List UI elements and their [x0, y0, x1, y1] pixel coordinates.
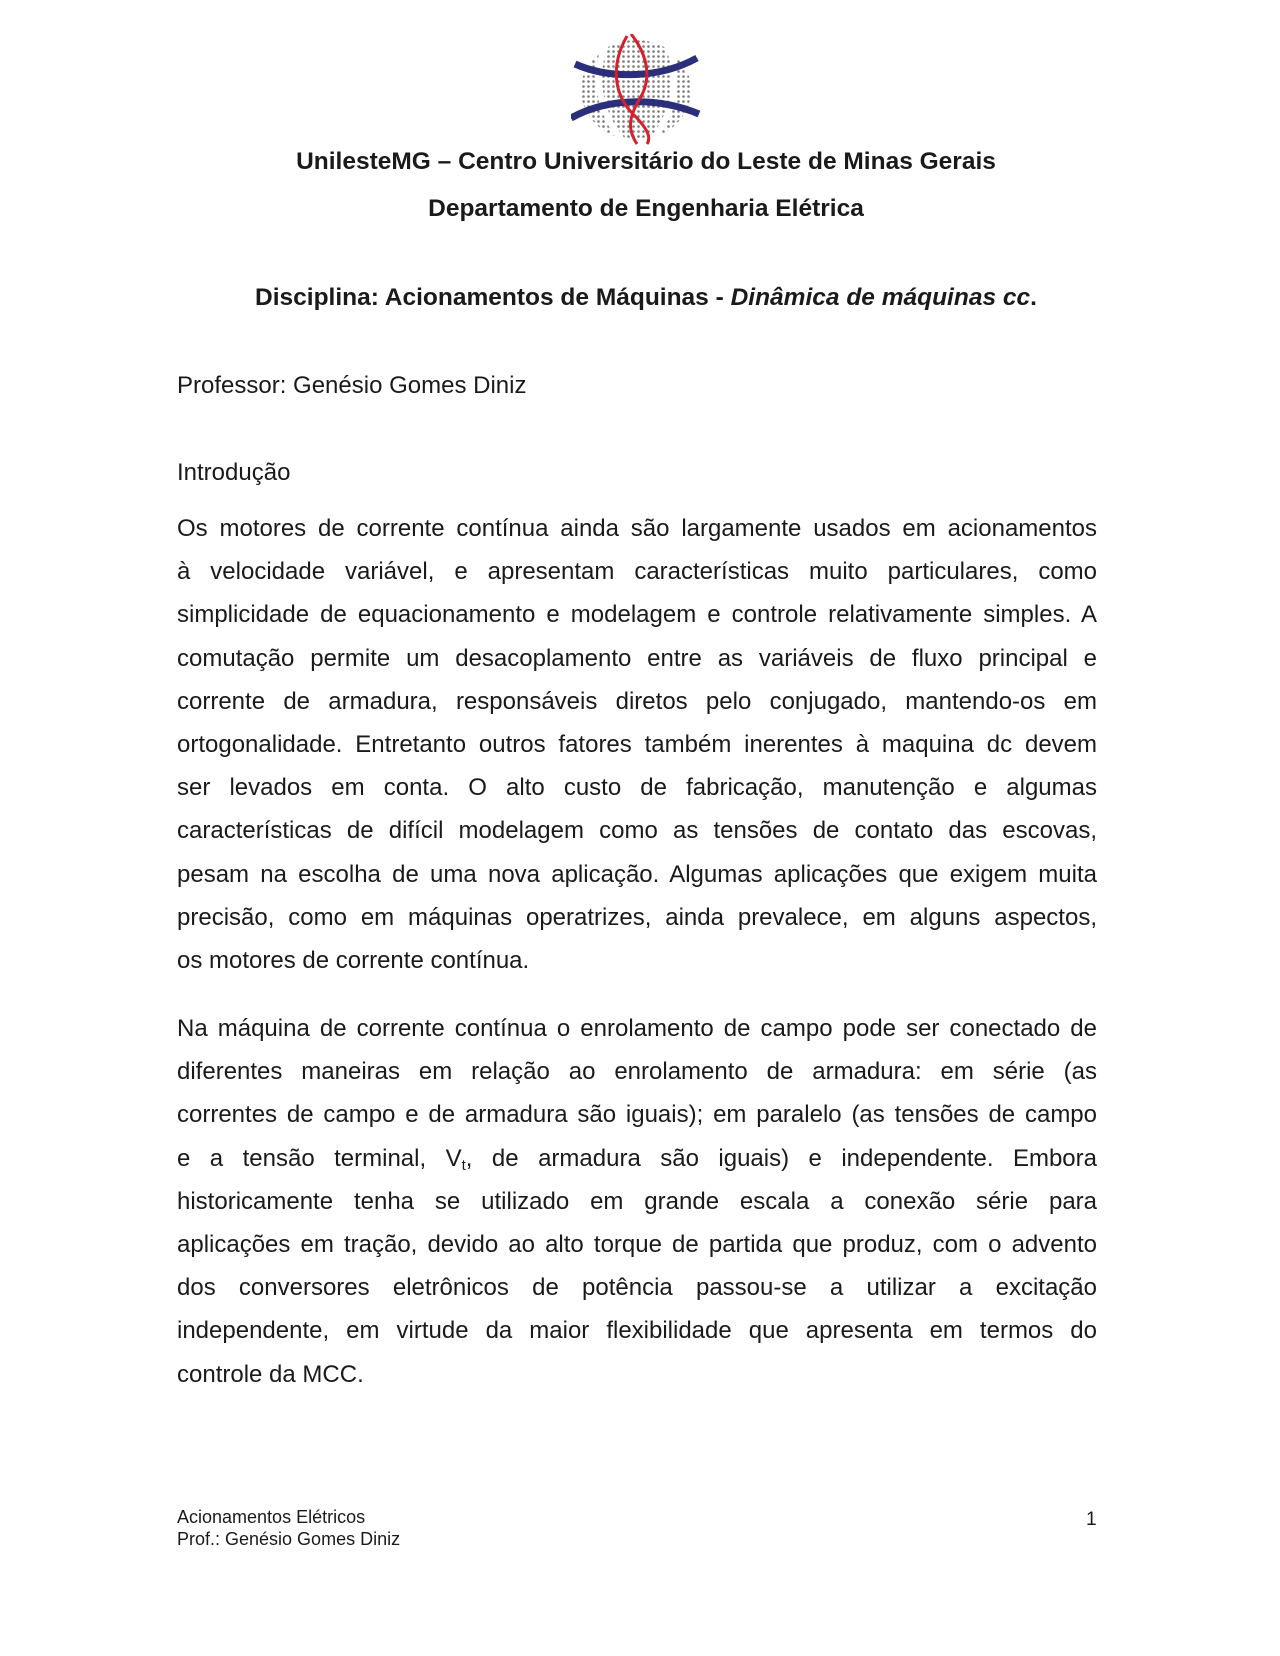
paragraph-line: independente, em virtude da maior flexibilidade que apresenta em termos do: [177, 1317, 1097, 1345]
paragraph-line: Na máquina de corrente contínua o enrolamento de campo pode ser conectado de: [177, 1015, 1097, 1042]
discipline-topic: Dinâmica de máquinas cc: [730, 284, 1031, 311]
discipline-label: Disciplina: Acionamentos de Máquinas -: [255, 284, 731, 311]
professor-line: Professor: Genésio Gomes Diniz: [177, 372, 527, 399]
paragraph-line: corrente de armadura, responsáveis diretos pelo conjugado, mantendo-os em: [177, 687, 1097, 715]
footer-professor: Prof.: Genésio Gomes Diniz: [177, 1529, 401, 1549]
footer: [177, 1506, 400, 1550]
paragraph-line: Os motores de corrente contínua ainda são largamente usados em acionamentos: [177, 515, 1097, 542]
institution-title: UnilesteMG – Centro Universitário do Leste de Minas Gerais: [296, 148, 996, 175]
paragraph-line-with-subscript: [177, 1144, 1097, 1187]
paragraph-line: características de difícil modelagem como as tensões de contato das escovas,: [177, 817, 1097, 845]
discipline-end: .: [1030, 284, 1037, 311]
paragraph-line: os motores de corrente contínua.: [177, 946, 530, 974]
paragraph-2: [177, 1014, 1097, 1403]
paragraph-line: ser levados em conta. O alto custo de fabricação, manutenção e algumas: [177, 774, 1097, 802]
discipline-title: [6, 283, 1280, 313]
voltage-subscript: t: [461, 1156, 466, 1174]
department-title: Departamento de Engenharia Elétrica: [428, 195, 864, 222]
paragraph-line: diferentes maneiras em relação ao enrolamento de armadura: em série (as: [177, 1058, 1097, 1086]
paragraph-line: dos conversores eletrônicos de potência passou-se a utilizar a excitação: [177, 1274, 1097, 1302]
university-logo: [571, 34, 701, 146]
globe-logo-icon: [571, 34, 701, 146]
paragraph-line: pesam na escolha de uma nova aplicação. Algumas aplicações que exigem muita: [177, 860, 1097, 888]
footer-course: Acionamentos Elétricos: [177, 1507, 366, 1527]
page-number: 1: [1086, 1509, 1097, 1530]
paragraph-line: precisão, como em máquinas operatrizes, ainda prevalece, em alguns aspectos,: [177, 903, 1097, 931]
paragraph-line: à velocidade variável, e apresentam características muito particulares, como: [177, 558, 1097, 586]
paragraph-line: correntes de campo e de armadura são iguais); em paralelo (as tensões de campo: [177, 1101, 1097, 1129]
text-fragment: , de armadura são iguais) e independente. Embora: [465, 1144, 1097, 1172]
section-heading: Introdução: [177, 459, 291, 486]
paragraph-line: historicamente tenha se utilizado em grande escala a conexão série para: [177, 1187, 1097, 1215]
text-fragment: e a tensão terminal, V: [177, 1144, 462, 1172]
paragraph-line: aplicações em tração, devido ao alto torque de partida que produz, com o advento: [177, 1230, 1097, 1258]
paragraph-1: [177, 514, 1097, 989]
paragraph-line: comutação permite um desacoplamento entre as variáveis de fluxo principal e: [177, 644, 1097, 672]
paragraph-line: controle da MCC.: [177, 1360, 364, 1388]
paragraph-line: ortogonalidade. Entretanto outros fatores também inerentes à maquina dc devem: [177, 730, 1097, 758]
paragraph-line: simplicidade de equacionamento e modelagem e controle relativamente simples. A: [177, 601, 1097, 629]
